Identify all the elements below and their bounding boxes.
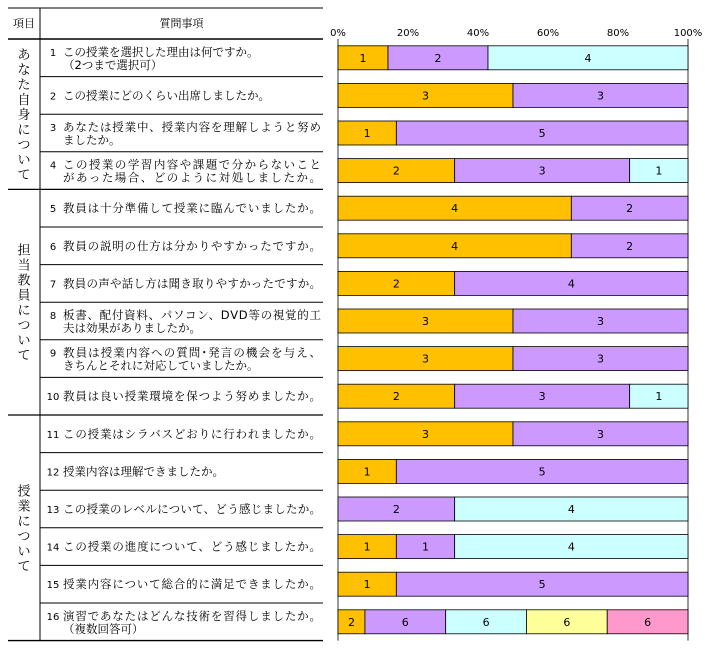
question-text: 板書、配付資料、パソコン、DVD等の視覚的工 (63, 308, 321, 322)
question-row (40, 114, 323, 147)
question-text: あなたは授業中、授業内容を理解しようと努め (63, 120, 321, 134)
bar-segment-label: 4 (451, 202, 459, 216)
x-tick-label: 0% (330, 28, 346, 39)
question-row (47, 427, 321, 441)
bar-row-6 (338, 234, 688, 258)
bar-segment-label: 3 (597, 352, 604, 366)
x-tick-label: 80% (606, 28, 630, 39)
category-char: あ (17, 48, 31, 64)
bar-segment-label: 1 (655, 164, 663, 178)
bar-segment-label: 2 (347, 615, 355, 629)
question-text: 演習であなたはどんな技術を習得しましたか。 (63, 608, 321, 623)
question-text: 教員は良い授業環境を保つよう努めましたか。 (63, 389, 321, 404)
question-number: 10 (46, 392, 60, 404)
bar-row-16 (338, 610, 688, 634)
bar-segment-label: 2 (626, 239, 634, 253)
bar-segment-label: 3 (597, 315, 604, 328)
header-question-label: 質問事項 (159, 17, 204, 30)
category-char: 教 (17, 273, 31, 289)
category-char: 当 (17, 258, 31, 274)
x-tick-label: 60% (536, 28, 560, 39)
category-1 (17, 39, 40, 189)
question-number: 13 (46, 505, 60, 516)
question-number: 3 (49, 123, 57, 134)
question-number: 5 (49, 204, 57, 216)
question-number: 15 (46, 580, 60, 592)
category-char: 業 (17, 499, 31, 515)
category-char: 自 (17, 93, 31, 109)
category-char: 担 (17, 243, 31, 259)
bar-segment-label: 1 (363, 540, 371, 554)
bar-row-2 (338, 83, 688, 107)
question-text: この授業のレベルについて、どう感じましたか。 (63, 502, 321, 516)
question-number: 2 (49, 91, 57, 103)
category-char: に (17, 514, 31, 530)
question-row (40, 603, 323, 636)
bar-row-10 (338, 384, 688, 408)
question-text: 教員の説明の仕方は分かりやすかったですか。 (63, 238, 321, 253)
question-text: この授業の進度について、どう感じましたか。 (63, 539, 321, 554)
bar-segment-label: 1 (363, 465, 371, 479)
bar-row-1 (338, 46, 688, 70)
bar-segment-label: 5 (538, 578, 546, 592)
question-row (40, 565, 323, 591)
category-char: つ (17, 529, 31, 545)
question-number: 6 (49, 241, 57, 253)
question-text: があった場合、どのように対処しましたか。 (63, 170, 321, 185)
category-char: 員 (17, 288, 31, 304)
question-row (40, 453, 323, 479)
bar-segment-label: 5 (538, 127, 546, 140)
bar-segment-label: 3 (422, 315, 429, 328)
bar-segment-label: 4 (451, 239, 459, 253)
bar-segment-label: 1 (359, 51, 367, 65)
bar-segment-label: 2 (392, 277, 400, 291)
category-char: て (17, 559, 31, 575)
bar-segment-label: 4 (567, 277, 575, 291)
x-tick-label: 100% (673, 28, 703, 39)
question-text: 教員の声や話し方は聞き取りやすかったですか。 (63, 276, 321, 291)
category-char: な (17, 63, 31, 79)
bar-segment-label: 4 (567, 503, 575, 516)
question-text: 教員は授業内容への質問･発言の機会を与え、 (63, 345, 321, 360)
bar-row-14 (338, 535, 688, 559)
bar-segment-label: 6 (644, 615, 652, 629)
bar-row-13 (338, 497, 688, 521)
question-row (40, 490, 323, 516)
question-row (40, 77, 323, 103)
question-row (40, 528, 323, 554)
category-char: て (17, 168, 31, 184)
category-char: つ (17, 318, 31, 334)
question-row (40, 265, 323, 291)
question-row (50, 201, 321, 215)
question-text: 授業内容は理解できましたか。 (63, 464, 224, 479)
bar-segment-label: 4 (567, 540, 575, 554)
question-number: 7 (49, 279, 57, 291)
question-number: 16 (46, 611, 60, 623)
bar-row-7 (338, 271, 688, 295)
bar-segment-label: 2 (626, 202, 634, 216)
bar-row-8 (338, 309, 688, 333)
x-tick-label: 40% (466, 28, 490, 39)
question-row (40, 377, 323, 403)
bar-segment-label: 6 (482, 615, 490, 629)
bar-segment-label: 2 (392, 164, 400, 178)
bar-segment-label: 4 (584, 51, 592, 65)
bar-row-9 (338, 347, 688, 371)
category-char: い (17, 544, 31, 560)
bar-segment-label: 1 (422, 540, 429, 554)
bar-segment-label: 3 (597, 89, 604, 103)
bar-segment-label: 2 (392, 503, 400, 516)
question-number: 9 (49, 348, 57, 360)
category-char: つ (17, 138, 31, 154)
question-number: 8 (49, 311, 57, 322)
question-text: この授業にどのくらい出席しましたか。 (63, 88, 270, 103)
category-char: て (17, 348, 31, 364)
bar-row-5 (338, 196, 688, 220)
bar-row-15 (338, 572, 688, 596)
question-row (50, 45, 259, 72)
question-text: ましたか。 (63, 133, 121, 147)
bar-segment-label: 1 (363, 578, 371, 592)
question-number: 14 (46, 542, 60, 554)
bar-row-4 (338, 159, 688, 183)
bar-segment-label: 6 (563, 615, 571, 629)
question-number: 4 (49, 160, 57, 172)
category-char: た (17, 78, 31, 94)
bar-segment-label: 3 (597, 427, 604, 441)
question-number: 11 (46, 429, 60, 441)
question-text: この授業はシラバスどおりに行われましたか。 (63, 426, 321, 441)
bar-row-3 (338, 121, 688, 145)
header-item-label: 項目 (13, 17, 35, 30)
question-text: 授業内容について総合的に満足できましたか。 (63, 577, 321, 592)
bar-row-11 (338, 422, 688, 446)
category-char: い (17, 333, 31, 349)
bar-segment-label: 6 (401, 615, 409, 629)
stacked-bars (338, 46, 688, 634)
bar-segment-label: 1 (363, 127, 371, 140)
question-number: 1 (49, 47, 57, 59)
bar-segment-label: 5 (538, 465, 546, 479)
question-text: この授業を選択した理由は何ですか。 (63, 44, 259, 59)
question-table (8, 8, 323, 641)
question-row (40, 152, 323, 185)
question-number: 12 (46, 467, 60, 479)
category-char: 授 (17, 484, 31, 500)
question-row (40, 340, 323, 373)
bar-segment-label: 3 (422, 352, 429, 366)
bar-segment-label: 2 (392, 390, 400, 404)
bar-segment-label: 3 (422, 427, 429, 441)
category-char: に (17, 123, 31, 139)
question-row (40, 302, 323, 335)
question-text: きちんとそれに対応していましたか。 (63, 358, 259, 373)
category-char: い (17, 153, 31, 169)
table-header (8, 8, 323, 39)
bar-segment-label: 3 (422, 89, 429, 103)
bar-segment-label: 2 (434, 51, 442, 65)
bar-segment-label: 3 (538, 390, 546, 404)
category-char: 身 (17, 108, 31, 124)
question-row (40, 227, 323, 253)
question-text: この授業の学習内容や課題で分からないこと (63, 157, 321, 172)
bar-segment-label: 3 (538, 164, 546, 178)
question-text: （2つまで選択可） (63, 57, 163, 72)
x-tick-label: 20% (396, 28, 420, 39)
question-text: 夫は効果がありましたか。 (63, 321, 201, 335)
category-char: に (17, 303, 31, 319)
question-text: 教員は十分準備して授業に臨んでいましたか。 (63, 201, 321, 216)
bar-row-12 (338, 459, 688, 483)
bar-segment-label: 1 (655, 390, 663, 404)
question-text: （複数回答可） (63, 621, 144, 636)
